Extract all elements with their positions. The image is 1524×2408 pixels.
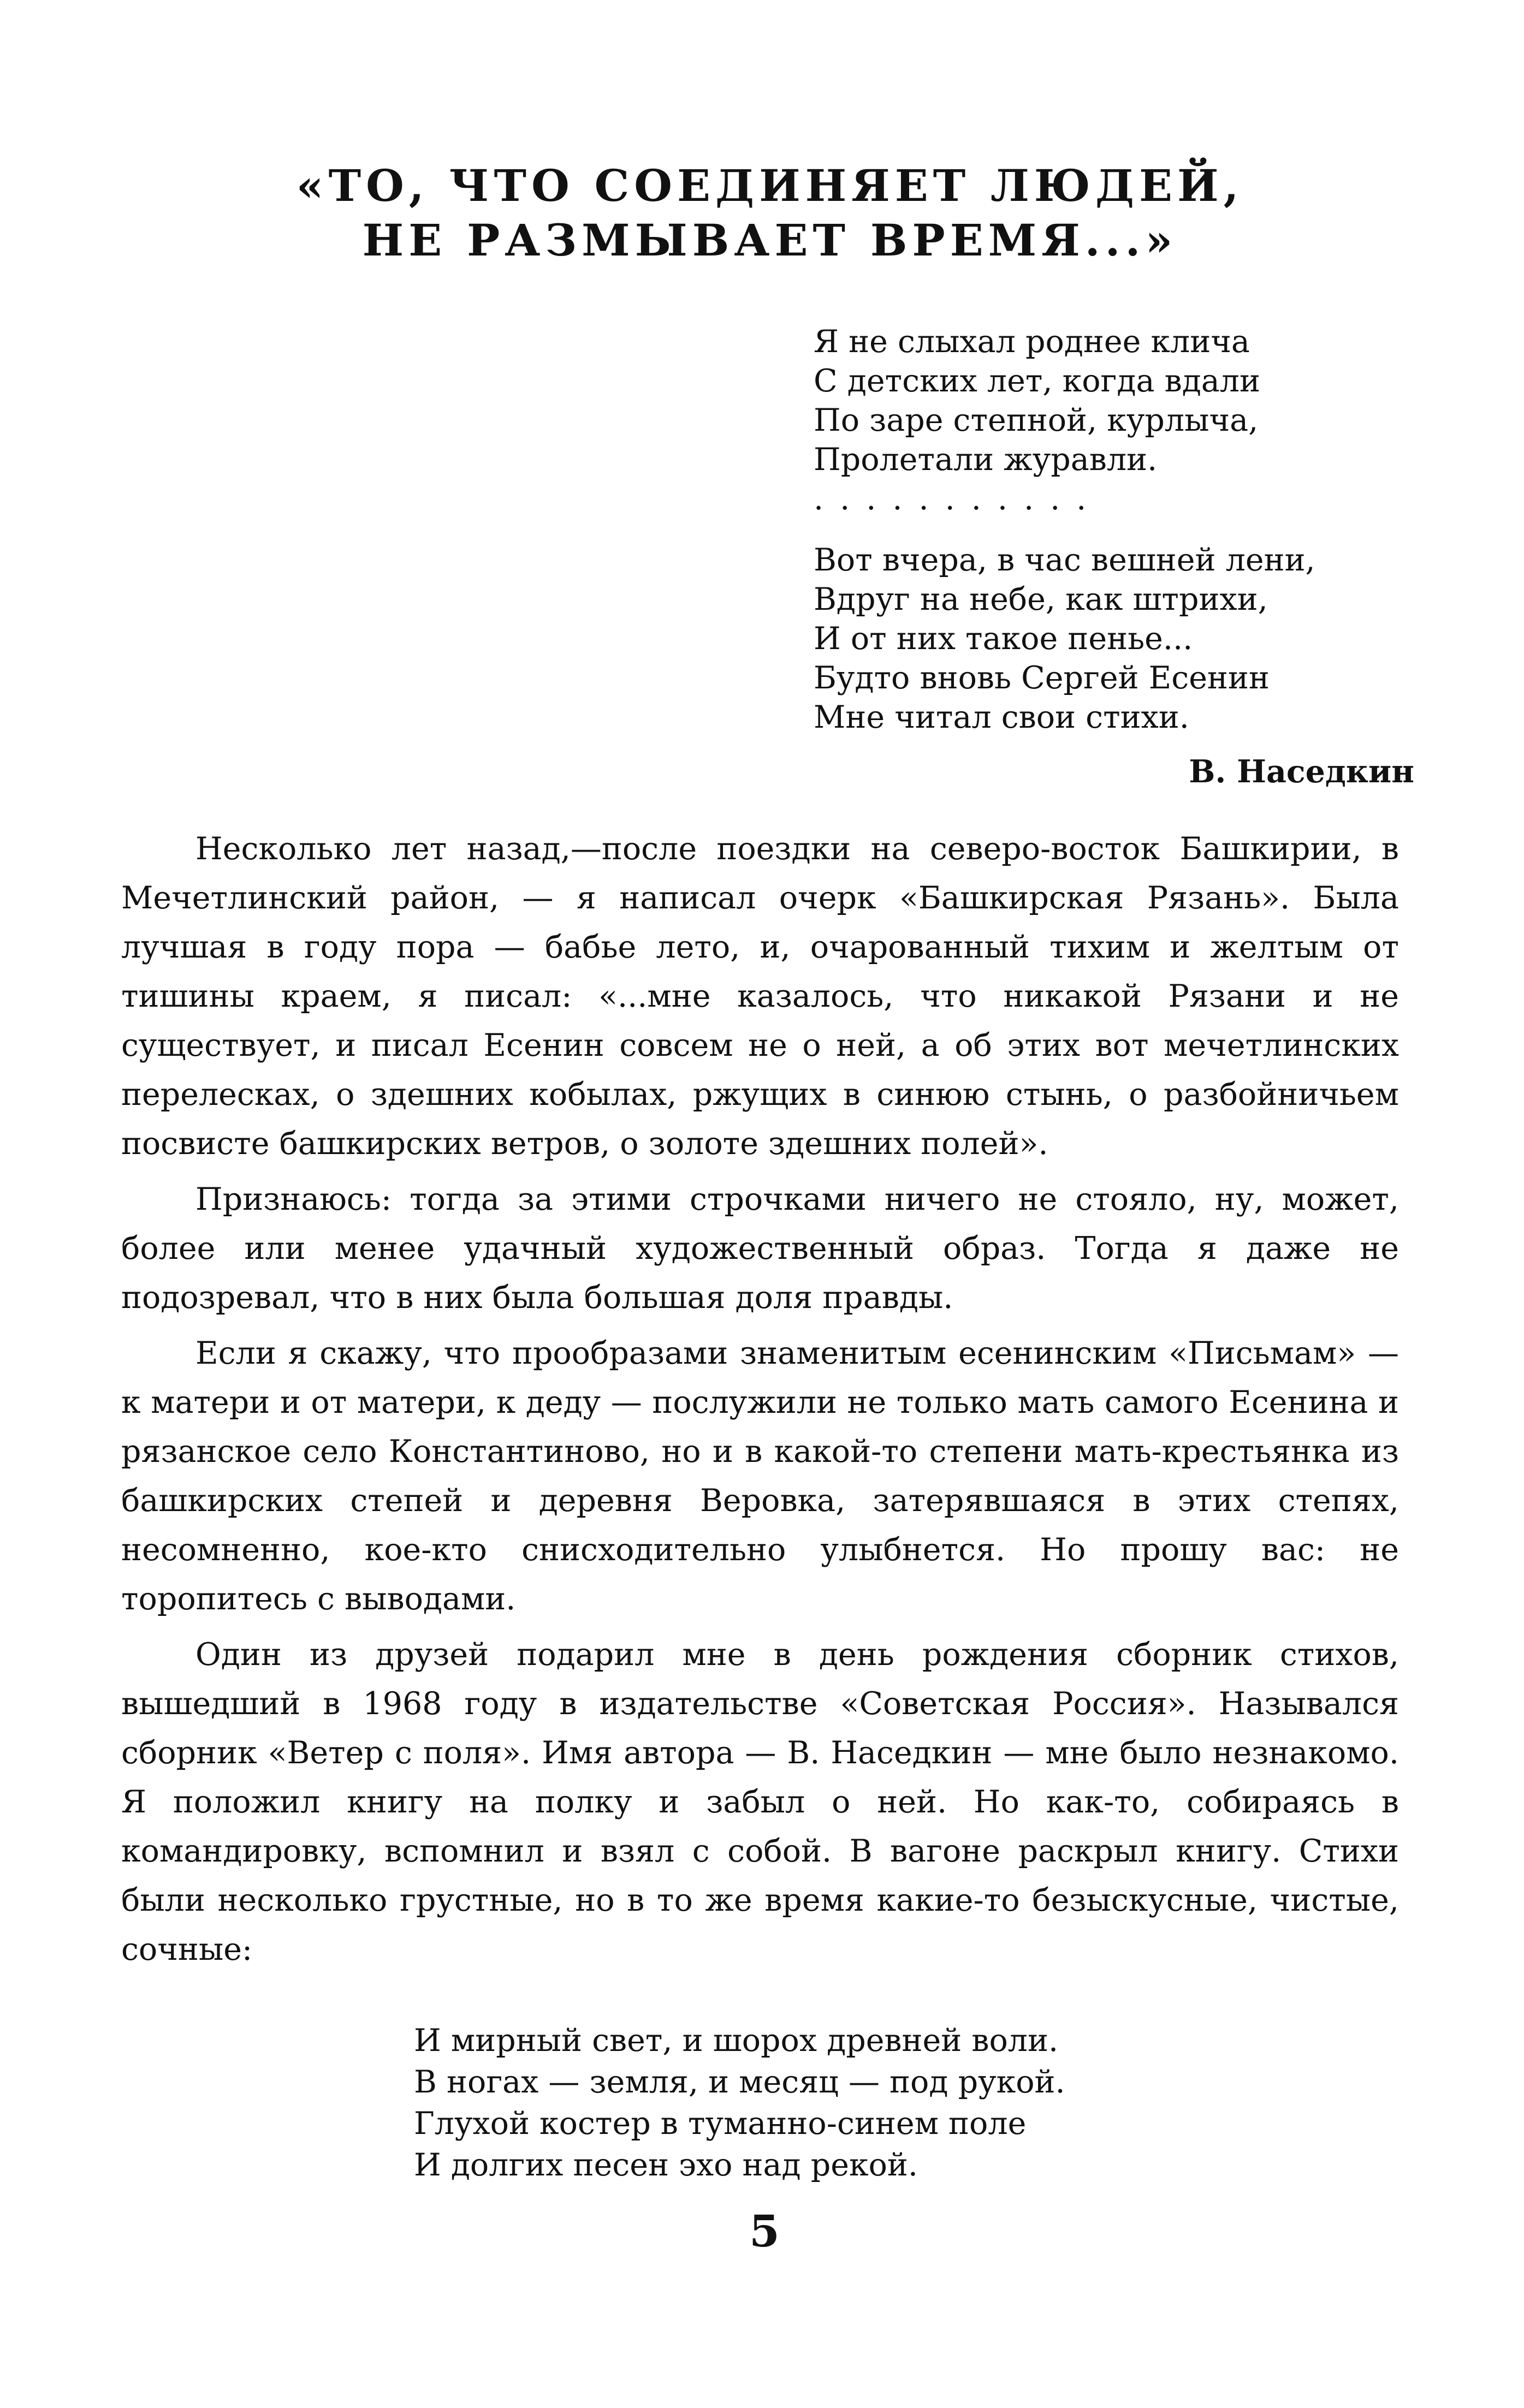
paragraph: Признаюсь: тогда за этими строчками ничего не стояло, ну, может, более или менее удачный художественный образ. Тогда я даже не подозревал, что в них была большая доля правды. <box>121 1181 1399 1316</box>
poem-line: И долгих песен эхо над рекой. <box>414 2147 918 2183</box>
epigraph-line: Мне читал свои стихи. <box>814 699 1189 735</box>
epigraph-line: Пролетали журавли. <box>814 442 1158 478</box>
body-text <box>121 824 1399 1981</box>
quoted-poem <box>414 2020 1233 2186</box>
poem-line: В ногах — земля, и месяц — под рукой. <box>414 2064 1065 2100</box>
chapter-title-line-2: НЕ РАЗМЫВАЕТ ВРЕМЯ...» <box>362 215 1178 266</box>
chapter-title-line-1: «ТО, ЧТО СОЕДИНЯЕТ ЛЮДЕЙ, <box>296 160 1244 211</box>
epigraph <box>814 322 1414 792</box>
epigraph-line: По заре степной, курлыча, <box>814 402 1259 438</box>
epigraph-stanza-1 <box>814 322 1414 479</box>
epigraph-line: Я не слыхал роднее клича <box>814 324 1250 360</box>
paragraph: Один из друзей подарил мне в день рождения сборник стихов, вышедший в 1968 году в издательстве «Советская Россия». Назывался сборник «Ветер с поля». Имя автора — В. Наседкин — мне было незнакомо. Я положил книгу на полку и забыл о ней. Но как-то, собираясь в командировку, вспомнил и взял с собой. В вагоне раскрыл книгу. Стихи были несколько грустные, но в то же время какие-то безыскусные, чистые, сочные: <box>121 1637 1399 1967</box>
poem-line: Глухой костер в туманно-синем поле <box>414 2106 1027 2142</box>
epigraph-line: С детских лет, когда вдали <box>814 363 1260 399</box>
epigraph-line: И от них такое пенье... <box>814 621 1193 657</box>
poem-line: И мирный свет, и шорох древней воли. <box>414 2023 1059 2059</box>
epigraph-line: Вот вчера, в час вешней лени, <box>814 542 1315 578</box>
epigraph-author: В. Наседкин <box>1189 753 1414 790</box>
epigraph-stanza-2 <box>814 540 1414 737</box>
page-number: 5 <box>749 2205 780 2257</box>
paragraph: Несколько лет назад,—после поездки на северо-восток Башкирии, в Мечетлинский район, — я написал очерк «Башкирская Рязань». Была лучшая в году пора — бабье лето, и, очарованный тихим и желтым от тишины краем, я писал: «...мне казалось, что никакой Рязани и не существует, и писал Есенин совсем не о ней, а об этих вот мечетлинских перелесках, о здешних кобылах, ржущих в синюю стынь, о разбойничьем посвисте башкирских ветров, о золоте здешних полей». <box>121 831 1399 1162</box>
paragraph: Если я скажу, что прообразами знаменитым есенинским «Письмам» — к матери и от матери, к деду — послужили не только мать самого Есенина и рязанское село Константиново, но и в какой-то степени мать-крестьянка из башкирских степей и деревня Веровка, затерявшаяся в этих степях, несомненно, кое-кто снисходительно улыбнется. Но прошу вас: не торопитесь с выводами. <box>121 1335 1399 1617</box>
epigraph-line: Вдруг на небе, как штрихи, <box>814 581 1268 617</box>
chapter-title <box>251 158 1289 267</box>
epigraph-ellipsis-divider: ........... <box>814 481 1103 517</box>
epigraph-line: Будто вновь Сергей Есенин <box>814 660 1270 696</box>
